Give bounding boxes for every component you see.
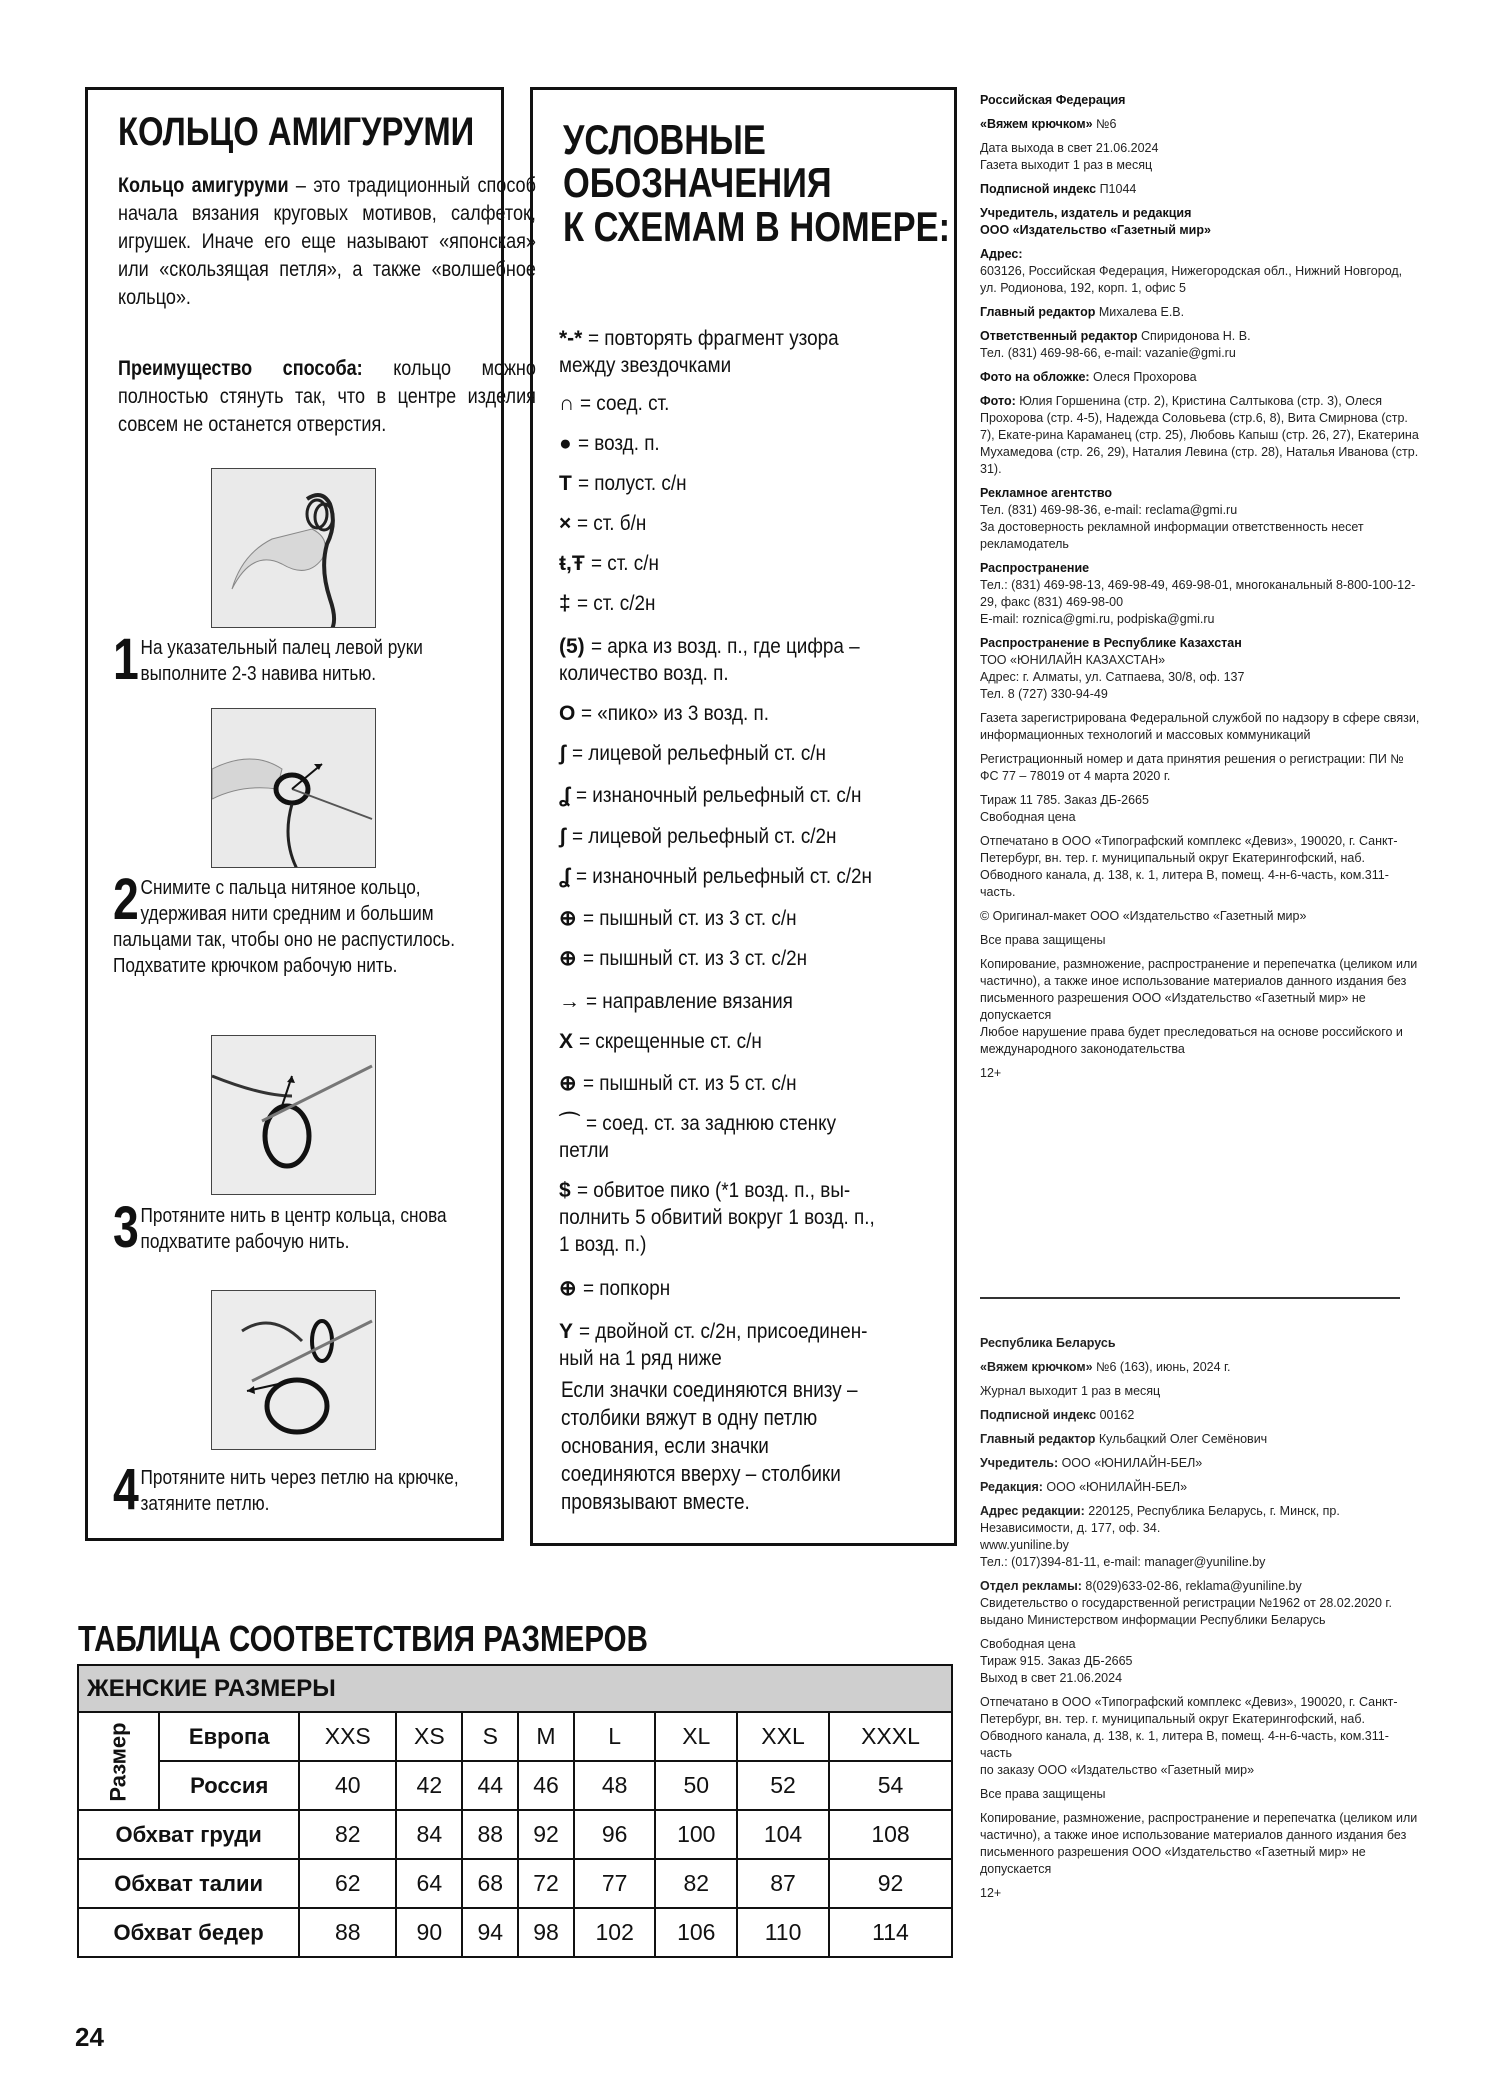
step-4 [113, 1457, 513, 1522]
size-cell: XXXL [829, 1712, 952, 1761]
imprint-label: Распространение [980, 561, 1090, 575]
imprint-label: Адрес редакции: [980, 1504, 1085, 1518]
legend-item [559, 700, 790, 727]
imprint-text: ТОО «ЮНИЛАЙН КАЗАХСТАН» Адрес: г. Алматы, ул. Сатпаева, 30/8, оф. 137 Тел. 8 (727) 330-94-49 [980, 653, 1245, 701]
legend-item [559, 1177, 880, 1204]
step-3 [113, 1195, 513, 1260]
legend-item [559, 823, 866, 850]
size-row-label: Обхват талии [78, 1859, 299, 1908]
size-table [77, 1664, 953, 1958]
legend-symbol-icon: ‡ [559, 592, 571, 615]
imprint-label: Подписной индекс [980, 182, 1097, 196]
size-cell: 72 [518, 1859, 574, 1908]
imprint-label: Отдел рекламы: [980, 1579, 1082, 1593]
legend-item [559, 988, 816, 1015]
size-cell: 110 [737, 1908, 829, 1957]
advantage-text: кольцо можно полностью стянуть так, что в центре изделия совсем не останется отверстия. [118, 357, 536, 436]
size-cell: 94 [462, 1908, 518, 1957]
legend-item-text: = полуст. с/н [577, 472, 687, 495]
size-table-row [78, 1761, 952, 1810]
size-cell: 48 [574, 1761, 656, 1810]
step-3-text: Протяните нить в центр кольца, снова подхватите рабочую нить. [140, 1205, 447, 1253]
imprint-belarus [980, 1335, 1420, 1909]
legend-item [559, 740, 854, 767]
imprint-text: Кульбацкий Олег Семёнович [1095, 1432, 1268, 1446]
imprint-text: Тел.: (831) 469-98-13, 469-98-49, 469-98-01, многоканальный 8-800-100-12-29, факс (831) 469-98-00 E-mail: roznica@gmi.ru, podpiska@gmi.ru [980, 578, 1416, 626]
imprint-text: Отпечатано в ООО «Типографский комплекс «Девиз», 190020, г. Санкт-Петербург, вн. тер. г. муниципальный округ Екатерингофский, наб. Обводного канала, д. 138, к. 1, литера В, помещ. 4-н-6-часть, ком.311-часть по заказу ООО «Издательство «Газетный мир» [980, 1695, 1398, 1777]
intro-bold: Кольцо амигуруми [118, 174, 289, 197]
legend-symbol-icon: ● [559, 432, 572, 455]
step-4-photo [211, 1290, 376, 1450]
imprint-text: Михалева Е.В. [1098, 305, 1185, 319]
step-4-text: Протяните нить через петлю на крючке, затяните петлю. [140, 1467, 459, 1515]
size-cell: 87 [737, 1859, 829, 1908]
size-vertical-label [78, 1712, 159, 1810]
legend-symbol-icon: $ [559, 1179, 571, 1202]
legend-title [563, 118, 950, 248]
step-1-photo [211, 468, 376, 628]
imprint-paragraph [980, 932, 1420, 949]
imprint-text: Копирование, размножение, распространение и перепечатка (целиком или частично), а также иное использование материалов данного издания без письменного разрешения ООО «Издательство «Газетный мир» не допускается Любое нарушение права будет преследоваться на основе российского и международного законодательства [980, 957, 1418, 1056]
imprint-text: Регистрационный номер и дата принятия решения о регистрации: ПИ № ФС 77 – 78019 от 4 марта 2020 г. [980, 752, 1404, 783]
imprint-text: Журнал выходит 1 раз в месяц [980, 1384, 1161, 1398]
legend-item [559, 1231, 656, 1258]
size-cell: 62 [299, 1859, 396, 1908]
size-row-label: Обхват бедер [78, 1908, 299, 1957]
legend-symbol-icon: ʃ [559, 742, 566, 765]
legend-item-text: = скрещенные ст. с/н [579, 1030, 762, 1053]
legend-symbol-icon: O [559, 702, 576, 725]
imprint-paragraph [980, 833, 1420, 901]
size-cell: 44 [462, 1761, 518, 1810]
size-vertical-label-text: Размер [105, 1721, 131, 1802]
legend-item [559, 430, 668, 457]
imprint-text: ООО «ЮНИЛАЙН-БЕЛ» [1046, 1480, 1188, 1494]
size-cell: 64 [396, 1859, 462, 1908]
legend-item-text: = изнаночный рельефный ст. с/н [576, 784, 862, 807]
imprint-paragraph [980, 956, 1420, 1058]
legend-item [559, 470, 698, 497]
legend-item [559, 1110, 864, 1137]
legend-item-text: = повторять фрагмент узора [588, 327, 840, 350]
imprint-paragraph [980, 1431, 1420, 1448]
size-row-label: Европа [159, 1712, 299, 1761]
imprint-paragraph [980, 1578, 1420, 1629]
legend-symbol-icon: ⊕ [559, 947, 577, 970]
legend-symbol-icon: × [559, 512, 572, 535]
size-cell: XS [396, 1712, 462, 1761]
size-table-body [78, 1712, 952, 1957]
imprint-paragraph [980, 116, 1420, 133]
size-cell: 52 [737, 1761, 829, 1810]
imprint-paragraph [980, 1359, 1420, 1376]
legend-item-text: = направление вязания [586, 990, 793, 1013]
legend-item [559, 660, 747, 687]
size-cell: 90 [396, 1908, 462, 1957]
legend-item [559, 1137, 615, 1164]
size-cell: 46 [518, 1761, 574, 1810]
imprint-paragraph [980, 1810, 1420, 1878]
legend-title-line: УСЛОВНЫЕ [563, 116, 766, 163]
size-table-row [78, 1810, 952, 1859]
size-cell: 82 [655, 1859, 737, 1908]
imprint-paragraph [980, 205, 1420, 239]
legend-symbol-icon: → [559, 990, 580, 1013]
legend-title-line: ОБОЗНАЧЕНИЯ [563, 159, 832, 207]
legend-item [559, 510, 654, 537]
legend-item [559, 905, 820, 932]
legend-item-text: = пышный ст. из 3 ст. с/2н [582, 947, 807, 970]
size-cell: 92 [518, 1810, 574, 1859]
legend-item-text: = ст. с/2н [576, 592, 656, 615]
imprint-divider [980, 1297, 1400, 1299]
size-cell: 114 [829, 1908, 952, 1957]
advantage-bold: Преимущество способа: [118, 357, 363, 380]
legend-item-text: 1 возд. п.) [559, 1233, 647, 1256]
imprint-text: 00162 [1096, 1408, 1135, 1422]
imprint-text: Копирование, размножение, распространение и перепечатка (целиком или частично), а также иное использование материалов данного издания без письменного разрешения ООО «Издательство «Газетный мир» не допускается [980, 1811, 1418, 1876]
legend-symbol-icon: X [559, 1030, 574, 1053]
imprint-label: Учредитель: [980, 1456, 1059, 1470]
legend-symbol-icon: ⊕ [559, 907, 577, 930]
size-cell: XXL [737, 1712, 829, 1761]
legend-symbol-icon: *-* [559, 327, 583, 350]
imprint-paragraph [980, 1065, 1420, 1082]
legend-symbol-icon: T [559, 472, 572, 495]
size-cell: 100 [655, 1810, 737, 1859]
size-cell: 104 [737, 1810, 829, 1859]
imprint-text: Олеся Прохорова [1089, 370, 1197, 384]
legend-item-text: = арка из возд. п., где цифра – [590, 635, 860, 658]
imprint-label: Адрес: [980, 247, 1023, 261]
imprint-text: ООО «ЮНИЛАЙН-БЕЛ» [1061, 1456, 1203, 1470]
size-cell: 98 [518, 1908, 574, 1957]
imprint-label: Фото: [980, 394, 1016, 408]
imprint-paragraph [980, 1479, 1420, 1496]
legend-item-text: = ст. с/н [590, 552, 659, 575]
size-table-section-row [78, 1665, 952, 1712]
size-table-row [78, 1908, 952, 1957]
size-cell: XL [655, 1712, 737, 1761]
legend-symbol-icon: ʃ [559, 825, 566, 848]
imprint-text: 8(029)633-02-86, reklama@yuniline.by Свидетельство о государственной регистрации №1962 от 28.02.2020 г. выдано Министерством информации Республики Беларусь [980, 1579, 1392, 1627]
legend-item [559, 945, 832, 972]
amigurumi-intro [118, 172, 536, 312]
size-cell: 68 [462, 1859, 518, 1908]
legend-item-text: = лицевой рельефный ст. с/2н [572, 825, 837, 848]
legend-item-text: = пышный ст. из 3 ст. с/н [582, 907, 797, 930]
legend-item [559, 325, 867, 352]
imprint-paragraph [980, 635, 1420, 703]
legend-item [559, 390, 679, 417]
imprint-paragraph [980, 393, 1420, 478]
imprint-paragraph [980, 710, 1420, 744]
size-cell: XXS [299, 1712, 396, 1761]
legend-item-text: = изнаночный рельефный ст. с/2н [576, 865, 873, 888]
legend-symbol-icon: ŧ,Ŧ [559, 552, 585, 575]
size-cell: 88 [299, 1908, 396, 1957]
size-table-row [78, 1859, 952, 1908]
legend-symbol-icon: ʆ [559, 784, 571, 807]
imprint-text: Газета зарегистрирована Федеральной службой по надзору в сфере связи, информационных технологий и массовых коммуникаций [980, 711, 1420, 742]
imprint-text: Свободная цена Тираж 915. Заказ ДБ-2665 Выход в свет 21.06.2024 [980, 1637, 1133, 1685]
size-cell: 102 [574, 1908, 656, 1957]
step-2 [113, 867, 513, 979]
imprint-text: © Оригинал-макет ООО «Издательство «Газетный мир» [980, 909, 1307, 923]
legend-item-text: петли [559, 1139, 609, 1162]
imprint-text: №6 (163), июнь, 2024 г. [1092, 1360, 1231, 1374]
intro-text: – это традиционный способ начала вязания круговых мотивов, салфеток, игрушек. Иначе его еще называют «японская» или «скользящая петля», а также «волшебное кольцо». [118, 174, 536, 309]
legend-item-text: = соед. ст. за заднюю стенку [586, 1112, 837, 1135]
imprint-paragraph [980, 1455, 1420, 1472]
legend-title-line: К СХЕМАМ В НОМЕРЕ: [563, 202, 951, 250]
size-cell: 77 [574, 1859, 656, 1908]
legend-item-text: = двойной ст. с/2н, присоединен- [579, 1320, 868, 1343]
step-1-number: 1 [113, 627, 139, 692]
size-cell: 92 [829, 1859, 952, 1908]
legend-item [559, 550, 666, 577]
imprint-paragraph [980, 792, 1420, 826]
imprint-paragraph [980, 1503, 1420, 1571]
imprint-text: Все права защищены [980, 933, 1106, 947]
imprint-label: Распространение в Республике Казахстан [980, 636, 1242, 650]
imprint-text: Юлия Горшенина (стр. 2), Кристина Салтыкова (стр. 3), Олеся Прохорова (стр. 4-5), Надежда Соловьева (стр.6, 8), Вита Смирнова (стр. 7), Екате-рина Караманец (стр. 25), Любовь Капыш (стр. 26, 27), Екатерина Мухамедова (стр. 26, 29), Наталия Левина (стр. 28), Наталья Иванова (стр. 31). [980, 394, 1419, 476]
legend-item [559, 352, 750, 379]
legend-item-text: количество возд. п. [559, 662, 729, 685]
imprint-paragraph [980, 751, 1420, 785]
imprint-text: 603126, Российская Федерация, Нижегородская обл., Нижний Новгород, ул. Родионова, 192, корп. 1, офис 5 [980, 264, 1403, 295]
legend-item [559, 1070, 820, 1097]
size-cell: 40 [299, 1761, 396, 1810]
amigurumi-title: КОЛЬЦО АМИГУРУМИ [118, 110, 475, 154]
imprint-label: «Вяжем крючком» [980, 117, 1093, 131]
size-cell: L [574, 1712, 656, 1761]
size-table-section: ЖЕНСКИЕ РАЗМЕРЫ [78, 1665, 952, 1712]
imprint-paragraph [980, 1694, 1420, 1779]
legend-symbol-icon: ⊕ [559, 1072, 577, 1095]
size-cell: 108 [829, 1810, 952, 1859]
imprint-paragraph [980, 1786, 1420, 1803]
imprint-text: Тираж 11 785. Заказ ДБ-2665 Свободная цена [980, 793, 1149, 824]
legend-item-text: между звездочками [559, 354, 732, 377]
imprint-label: Редакция: [980, 1480, 1043, 1494]
imprint-paragraph [980, 304, 1420, 321]
amigurumi-box [85, 87, 536, 1541]
imprint-text: Тел. (831) 469-98-36, e-mail: reclama@gmi.ru За достоверность рекламной информации ответственность несет рекламодатель [980, 503, 1364, 551]
legend-item-text: = «пико» из 3 возд. п. [581, 702, 770, 725]
imprint-paragraph [980, 140, 1420, 174]
imprint-label: Главный редактор [980, 305, 1096, 319]
imprint-paragraph [980, 1383, 1420, 1400]
imprint-label: Рекламное агентство [980, 486, 1112, 500]
step-3-photo [211, 1035, 376, 1195]
imprint-label: «Вяжем крючком» [980, 1360, 1093, 1374]
imprint-text: №6 [1092, 117, 1117, 131]
legend-item [559, 782, 894, 809]
imprint-text: Дата выхода в свет 21.06.2024 Газета выходит 1 раз в месяц [980, 141, 1159, 172]
imprint-label: Республика Беларусь [980, 1336, 1116, 1350]
size-cell: 42 [396, 1761, 462, 1810]
imprint-paragraph [980, 1636, 1420, 1687]
size-cell: 50 [655, 1761, 737, 1810]
legend-item-text: = лицевой рельефный ст. с/н [572, 742, 826, 765]
legend-item-text: = возд. п. [577, 432, 660, 455]
imprint-label: Подписной индекс [980, 1408, 1097, 1422]
size-cell: M [518, 1712, 574, 1761]
legend-item-text: ный на 1 ряд ниже [559, 1347, 722, 1370]
step-2-photo [211, 708, 376, 868]
size-cell: S [462, 1712, 518, 1761]
size-row-label: Обхват груди [78, 1810, 299, 1859]
imprint-paragraph [980, 1335, 1420, 1352]
legend-item-text: полнить 5 обвитий вокруг 1 возд. п., [559, 1206, 875, 1229]
imprint-paragraph [980, 1885, 1420, 1902]
step-2-text: Снимите с пальца нитяное кольцо, удерживая нити средним и большим пальцами так, чтобы оно не распустилось. Подхватите крючком рабочую нить. [113, 877, 455, 977]
legend-item [559, 1275, 680, 1302]
step-4-number: 4 [113, 1457, 139, 1522]
imprint-text: 12+ [980, 1886, 1002, 1900]
imprint-paragraph [980, 92, 1420, 109]
imprint-paragraph [980, 246, 1420, 297]
step-1 [113, 627, 513, 692]
legend-symbol-icon: (5) [559, 635, 585, 658]
legend-item [559, 590, 664, 617]
legend-item-text: = обвитое пико (*1 возд. п., вы- [576, 1179, 850, 1202]
size-cell: 54 [829, 1761, 952, 1810]
imprint-label: Ответственный редактор [980, 329, 1138, 343]
page-number: 24 [75, 2022, 104, 2052]
imprint-paragraph [980, 181, 1420, 198]
legend-symbol-icon: ʆ [559, 865, 571, 888]
legend-symbol-icon: Y [559, 1320, 574, 1343]
imprint-paragraph [980, 908, 1420, 925]
legend-item-text: = ст. б/н [577, 512, 647, 535]
size-cell: 84 [396, 1810, 462, 1859]
legend-item [559, 633, 889, 660]
legend-item-text: = соед. ст. [580, 392, 670, 415]
size-table-title: ТАБЛИЦА СООТВЕТСТВИЯ РАЗМЕРОВ [78, 1618, 648, 1659]
legend-box [530, 87, 957, 1546]
legend-item [559, 1345, 740, 1372]
imprint-label: Учредитель, издатель и редакция ООО «Издательство «Газетный мир» [980, 206, 1211, 237]
imprint-text: Все права защищены [980, 1787, 1106, 1801]
legend-symbol-icon: ⊕ [559, 1277, 577, 1300]
legend-note-text: Если значки соединяются внизу – столбики вяжут в одну петлю основания, если значки соединяются вверху – столбики провязывают вместе. [561, 1377, 858, 1514]
legend-symbol-icon: ∩ [559, 392, 575, 415]
legend-item [559, 863, 905, 890]
legend-item [559, 1028, 782, 1055]
imprint-paragraph [980, 485, 1420, 553]
legend-note [561, 1376, 906, 1516]
size-row-label: Россия [159, 1761, 299, 1810]
imprint-label: Главный редактор [980, 1432, 1096, 1446]
imprint-paragraph [980, 328, 1420, 362]
legend-item [559, 1318, 900, 1345]
imprint-text: П1044 [1096, 182, 1137, 196]
imprint-text: 220125, Республика Беларусь, г. Минск, пр. Независимости, д. 177, оф. 34. www.yuniline.by Тел.: (017)394-81-11, e-mail: manager@yuniline.by [980, 1504, 1340, 1569]
imprint-paragraph [980, 1407, 1420, 1424]
size-cell: 106 [655, 1908, 737, 1957]
imprint-paragraph [980, 369, 1420, 386]
step-2-number: 2 [113, 867, 139, 932]
legend-item-text: = пышный ст. из 5 ст. с/н [582, 1072, 797, 1095]
imprint-label: Российская Федерация [980, 93, 1126, 107]
size-cell: 82 [299, 1810, 396, 1859]
imprint-label: Фото на обложке: [980, 370, 1090, 384]
size-cell: 96 [574, 1810, 656, 1859]
imprint-text: 12+ [980, 1066, 1002, 1080]
legend-item [559, 1204, 910, 1231]
step-3-number: 3 [113, 1195, 139, 1260]
imprint-text: Спиридонова Н. В. Тел. (831) 469-98-66, e-mail: vazanie@gmi.ru [980, 329, 1251, 360]
amigurumi-advantage [118, 355, 536, 439]
legend-item-text: = попкорн [582, 1277, 670, 1300]
imprint-paragraph [980, 560, 1420, 628]
imprint-text: Отпечатано в ООО «Типографский комплекс «Девиз», 190020, г. Санкт-Петербург, вн. тер. г. муниципальный округ Екатерингофский, наб. Обводного канала, д. 138, к. 1, литера В, помещ. 4-н-6-часть, ком.311-часть. [980, 834, 1398, 899]
size-cell: 88 [462, 1810, 518, 1859]
size-table-row [78, 1712, 952, 1761]
imprint-russia [980, 92, 1420, 1089]
legend-symbol-icon: ⌒ [559, 1112, 580, 1135]
step-1-text: На указательный палец левой руки выполните 2-3 навива нитью. [140, 637, 423, 685]
